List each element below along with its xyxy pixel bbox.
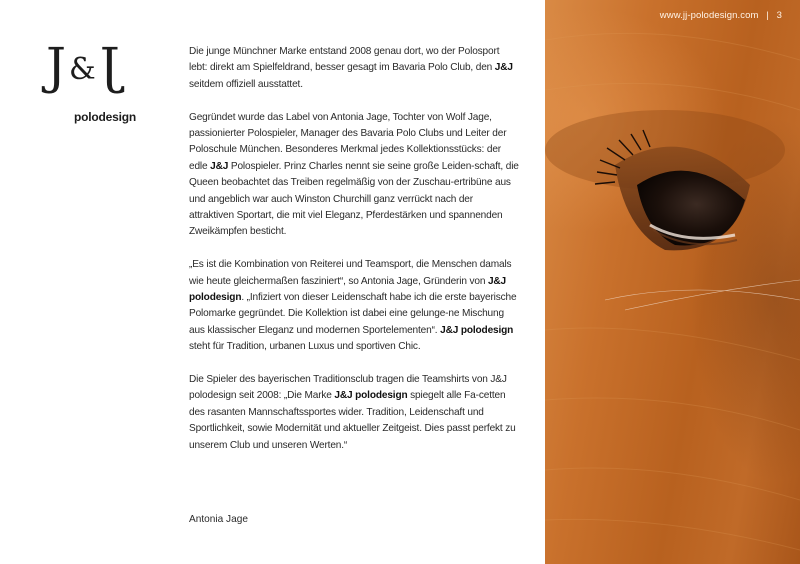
logo-subtitle: polodesign	[74, 110, 136, 124]
p3-brand-1: J&J polodesign	[189, 275, 507, 304]
p1-text-a: Die junge Münchner Marke entstand 2008 genau dort, wo der Polosport lebt: direkt am Spielfeldrand, besser gesagt im Bavaria Polo Club, den	[189, 46, 500, 74]
page-number: 3	[776, 10, 782, 21]
brand-logo	[46, 37, 146, 124]
p1-brand: J&J	[494, 62, 513, 74]
paragraph-3	[189, 257, 519, 355]
p3-text-c: . „Infiziert von dieser Leidenschaft habe ich die erste bayerische Polomarke gegründet. Die Kollektion ist dabei eine gelunge-ne Mischung aus klassischer Eleganz und modernen Sportelementen“.	[189, 292, 517, 336]
p2-text-a: Gegründet wurde das Label von Antonia Jage, Tochter von Wolf Jage, passionierter Polospieler, Manager des Bavaria Polo Clubs und Leiter der Poloschule München. Besonderes Merkmal jedes Kollektionsstücks: der edle	[189, 111, 507, 172]
paragraph-2	[189, 110, 519, 241]
signature: Antonia Jage	[189, 514, 248, 525]
website-url: www.jj-polodesign.com	[659, 10, 759, 21]
logo-mark-right: J	[98, 37, 120, 95]
header-separator: |	[766, 10, 769, 21]
p3-text-a: „Es ist die Kombination von Reiterei und Teamsport, die Menschen damals wie heute gleichermaßen fasziniert“, so Antonia Jage, Gründerin von	[189, 259, 512, 287]
p4-text-c: spiegelt alle Fa-cetten des rasanten Mannschaftssportes wider. Tradition, Leidenschaft und Sportlichkeit, sowie Modernität und aktueller Zeitgeist. Dies passt perfekt zu unserem Club und unseren Werten.“	[189, 390, 516, 451]
horse-eye-illustration	[545, 0, 800, 564]
horse-eye-photo	[545, 0, 800, 564]
paragraph-1	[189, 44, 519, 93]
logo-mark-left: J	[46, 37, 68, 95]
p4-text-a: Die Spieler des bayerischen Traditionsclub tragen die Teamshirts von J&J polodesign seit 2008: „Die Marke	[189, 374, 507, 402]
logo-mark-amp: &	[69, 52, 97, 87]
p2-text-c: Polospieler. Prinz Charles nennt sie seine große Leiden-schaft, die Queen beobachtet das Treiben regelmäßig von der Zuschau-ertribüne aus und angeblich war auch Winston Churchill ganz verrückt nach der attraktiven Sportart, die mit viel Eleganz, Pferdestärken und spannenden Zweikämpfen besticht.	[189, 160, 519, 238]
p1-text-c: seitdem offiziell ausstattet.	[189, 78, 303, 90]
logo-mark	[46, 37, 146, 100]
article-body	[189, 44, 519, 471]
page-header	[660, 10, 782, 21]
p3-text-d: steht für Tradition, urbanen Luxus und sportiven Chic.	[189, 341, 421, 353]
paragraph-4	[189, 372, 519, 454]
p4-brand: J&J polodesign	[334, 390, 408, 402]
p2-brand: J&J	[210, 160, 229, 172]
p3-brand-2: J&J polodesign	[440, 324, 514, 336]
